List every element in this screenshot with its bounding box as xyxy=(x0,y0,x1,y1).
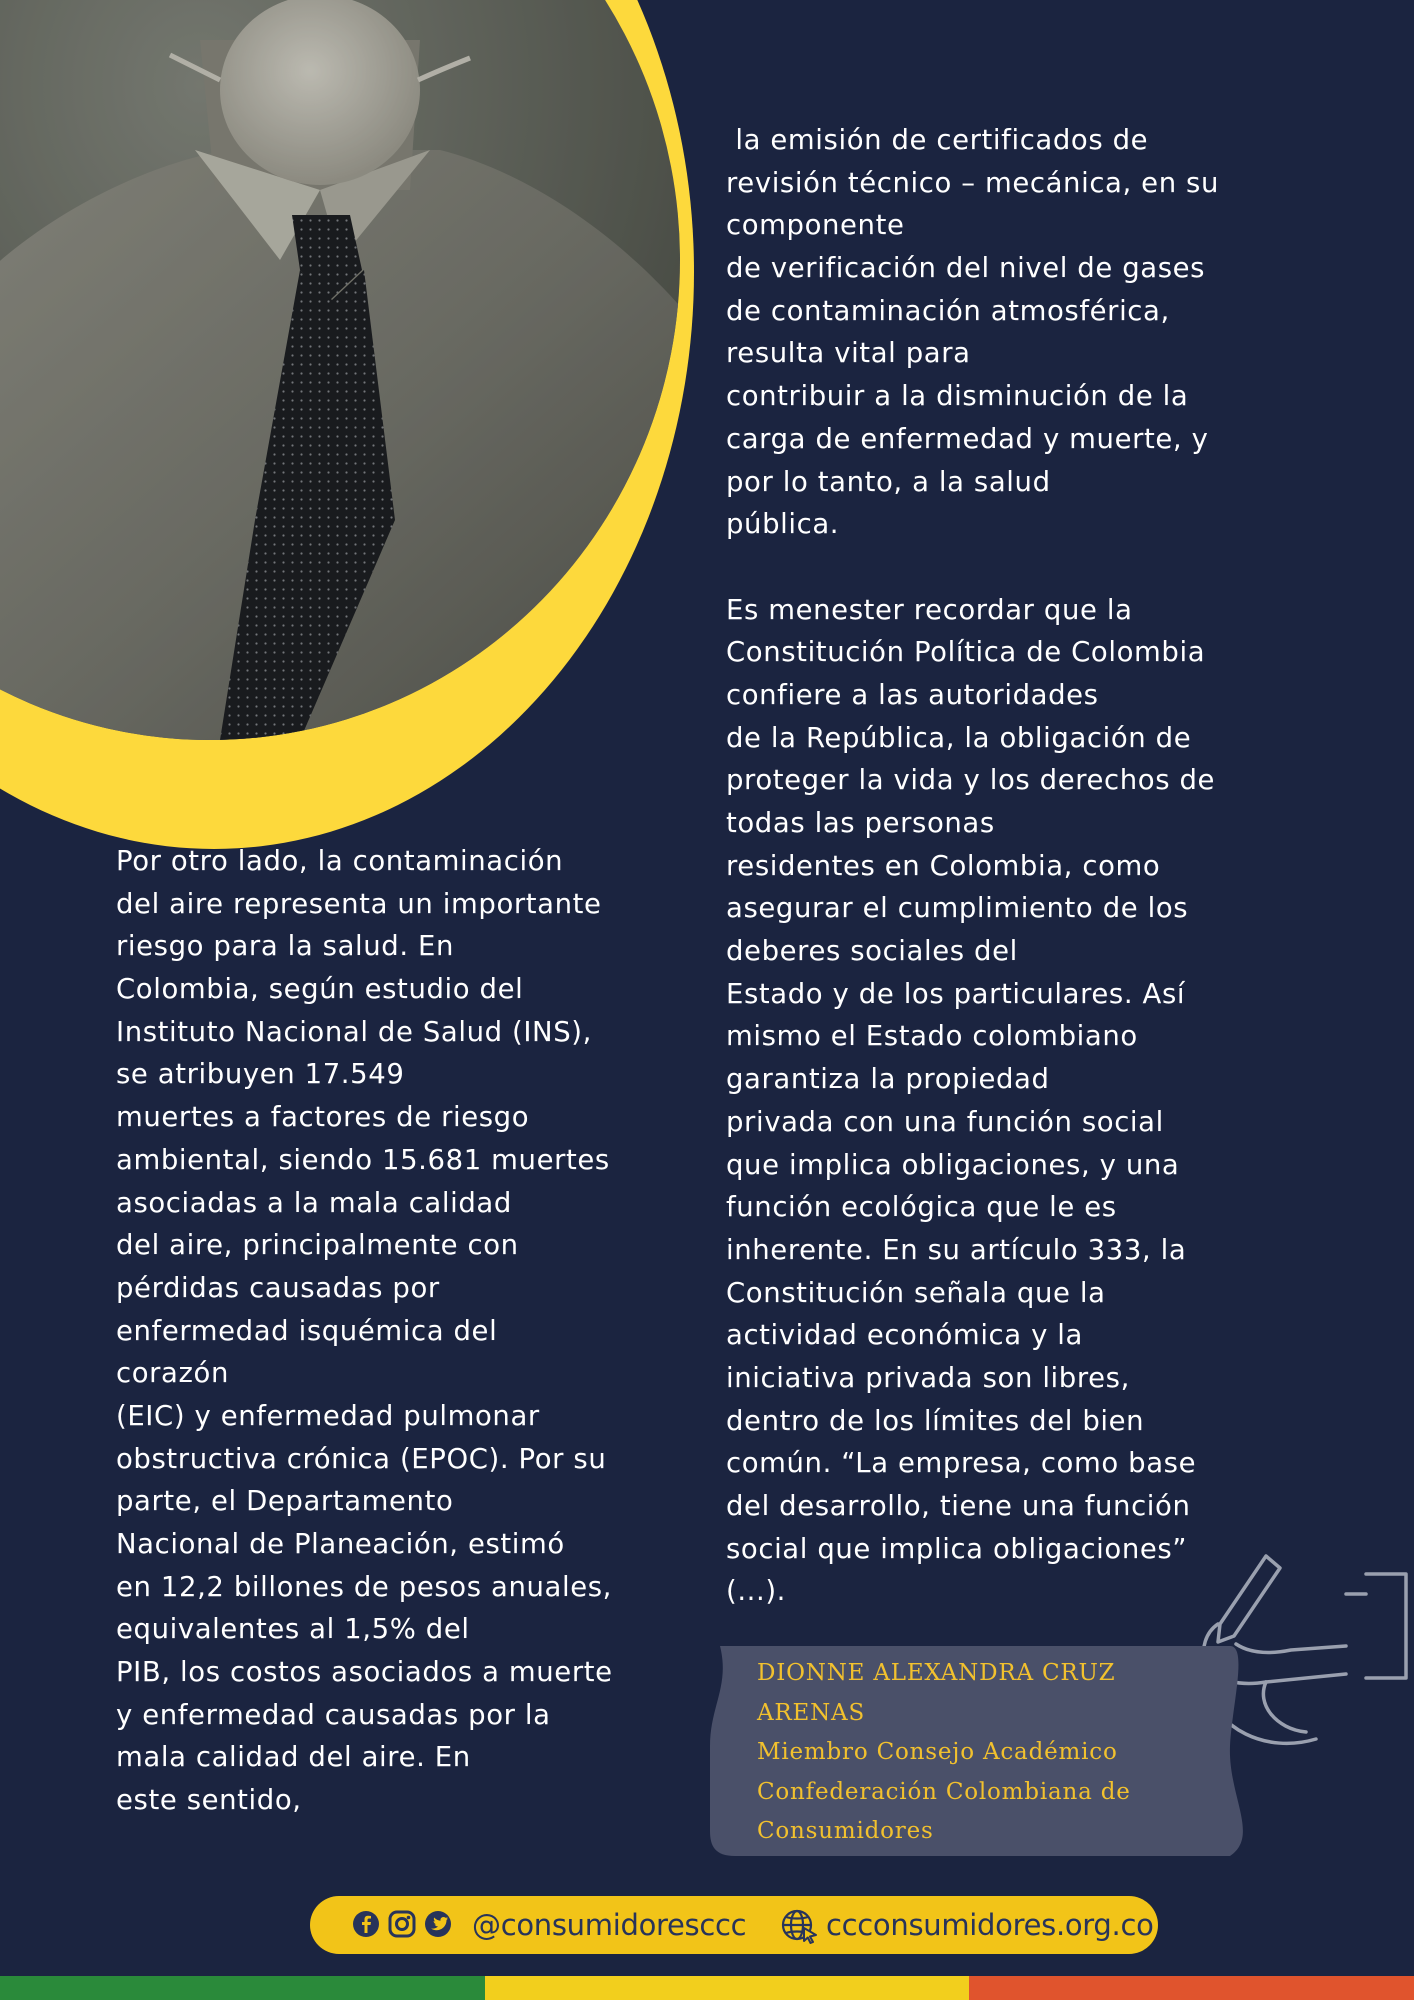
right-column-line: (...). xyxy=(726,1575,787,1608)
right-column-line: actividad económica y la xyxy=(726,1319,1083,1352)
right-column-line: social que implica obligaciones” xyxy=(726,1532,1188,1565)
left-column-line: Nacional de Planeación, estimó xyxy=(116,1528,565,1560)
author-name-line1: DIONNE ALEXANDRA CRUZ xyxy=(757,1660,1116,1686)
left-column-line: (EIC) y enfermedad pulmonar xyxy=(116,1399,540,1432)
right-column-line: residentes en Colombia, como xyxy=(726,849,1161,882)
cover-photo xyxy=(0,0,700,860)
left-column-line: Colombia, según estudio del xyxy=(116,973,524,1006)
left-column-line: enfermedad isquémica del xyxy=(116,1314,498,1347)
left-column-line: Por otro lado, la contaminación xyxy=(116,845,564,877)
left-column-line: mala calidad del aire. En xyxy=(116,1741,471,1774)
facebook-icon[interactable] xyxy=(352,1910,380,1938)
right-column-line: asegurar el cumplimiento de los xyxy=(726,892,1189,925)
right-column-line: resulta vital para xyxy=(726,337,971,370)
author-role-line3: Consumidores xyxy=(757,1818,934,1844)
left-column-line: pérdidas causadas por xyxy=(116,1271,440,1304)
right-column-line: revisión técnico – mecánica, en su xyxy=(726,166,1220,199)
right-column-line: del desarrollo, tiene una función xyxy=(726,1490,1191,1522)
right-column-line: deberes sociales del xyxy=(726,935,1018,968)
right-column-line: contribuir a la disminución de la xyxy=(726,380,1189,413)
right-column-line: que implica obligaciones, y una xyxy=(726,1148,1180,1181)
left-column-line: del aire representa un importante xyxy=(116,887,602,920)
article-column-right xyxy=(726,119,1219,1613)
left-column-line: Instituto Nacional de Salud (INS), xyxy=(116,1015,592,1048)
left-column-line: este sentido, xyxy=(116,1784,302,1817)
left-column-line: asociadas a la mala calidad xyxy=(116,1186,512,1219)
man-wearing-dust-mask-photo xyxy=(0,0,700,860)
author-card xyxy=(710,1646,1258,1856)
author-role-line2: Confederación Colombiana de xyxy=(757,1778,1131,1805)
right-column-line: privada con una función social xyxy=(726,1105,1164,1138)
right-column-line: proteger la vida y los derechos de xyxy=(726,764,1216,797)
left-column-line: parte, el Departamento xyxy=(116,1485,454,1518)
right-column-line: garantiza la propiedad xyxy=(726,1063,1050,1096)
right-column-line: carga de enfermedad y muerte, y xyxy=(726,422,1209,455)
right-column-line: función ecológica que le es xyxy=(726,1191,1117,1224)
right-column-line: la emisión de certificados de xyxy=(726,124,1149,156)
right-column-line: confiere a las autoridades xyxy=(726,678,1099,711)
right-column-line: Constitución señala que la xyxy=(726,1276,1106,1309)
left-column-line: riesgo para la salud. En xyxy=(116,930,455,963)
left-column-line: ambiental, siendo 15.681 muertes xyxy=(116,1143,610,1176)
right-column-line: pública. xyxy=(726,508,840,541)
right-column-line: Estado y de los particulares. Así xyxy=(726,977,1186,1010)
right-column-line: por lo tanto, a la salud xyxy=(726,465,1051,498)
author-role-line1: Miembro Consejo Académico xyxy=(757,1739,1118,1765)
footer-contact-bar xyxy=(310,1896,1158,1954)
right-column-line: dentro de los límites del bien xyxy=(726,1404,1145,1437)
stripe-yellow xyxy=(485,1976,969,2000)
left-column-line: corazón xyxy=(116,1357,229,1390)
right-column-line: inherente. En su artículo 333, la xyxy=(726,1233,1187,1266)
left-column-line: PIB, los costos asociados a muerte xyxy=(116,1656,613,1689)
stripe-green xyxy=(0,1976,485,2000)
stripe-red xyxy=(969,1976,1414,2000)
right-column-line: de la República, la obligación de xyxy=(726,721,1192,754)
left-column-line: del aire, principalmente con xyxy=(116,1229,519,1262)
right-column-line: componente xyxy=(726,209,905,242)
right-column-line: iniciativa privada son libres, xyxy=(726,1361,1130,1394)
website-link[interactable]: ccconsumidores.org.co xyxy=(826,1908,1154,1942)
left-column-line: en 12,2 billones de pesos anuales, xyxy=(116,1570,612,1603)
article-column-left xyxy=(116,840,613,1822)
twitter-icon[interactable] xyxy=(424,1910,452,1938)
left-column-line: equivalentes al 1,5% del xyxy=(116,1613,470,1646)
right-column-line: de verificación del nivel de gases xyxy=(726,252,1206,285)
right-column-line: Constitución Política de Colombia xyxy=(726,636,1206,669)
globe-cursor-icon[interactable] xyxy=(780,1908,820,1944)
right-column-line: todas las personas xyxy=(726,807,995,839)
left-column-line: muertes a factores de riesgo xyxy=(116,1101,530,1134)
right-column-line: de contaminación atmosférica, xyxy=(726,294,1170,327)
right-column-line: Es menester recordar que la xyxy=(726,593,1133,626)
instagram-icon[interactable] xyxy=(388,1910,416,1938)
author-name-line2: ARENAS xyxy=(757,1699,866,1726)
right-column-line: común. “La empresa, como base xyxy=(726,1447,1197,1480)
left-column-line: obstructiva crónica (EPOC). Por su xyxy=(116,1442,607,1475)
left-column-line: se atribuyen 17.549 xyxy=(116,1058,405,1091)
right-column-line xyxy=(726,546,1219,589)
right-column-line: mismo el Estado colombiano xyxy=(726,1020,1138,1053)
left-column-line: y enfermedad causadas por la xyxy=(116,1698,551,1731)
social-handle[interactable]: @consumidoresccc xyxy=(472,1908,747,1942)
